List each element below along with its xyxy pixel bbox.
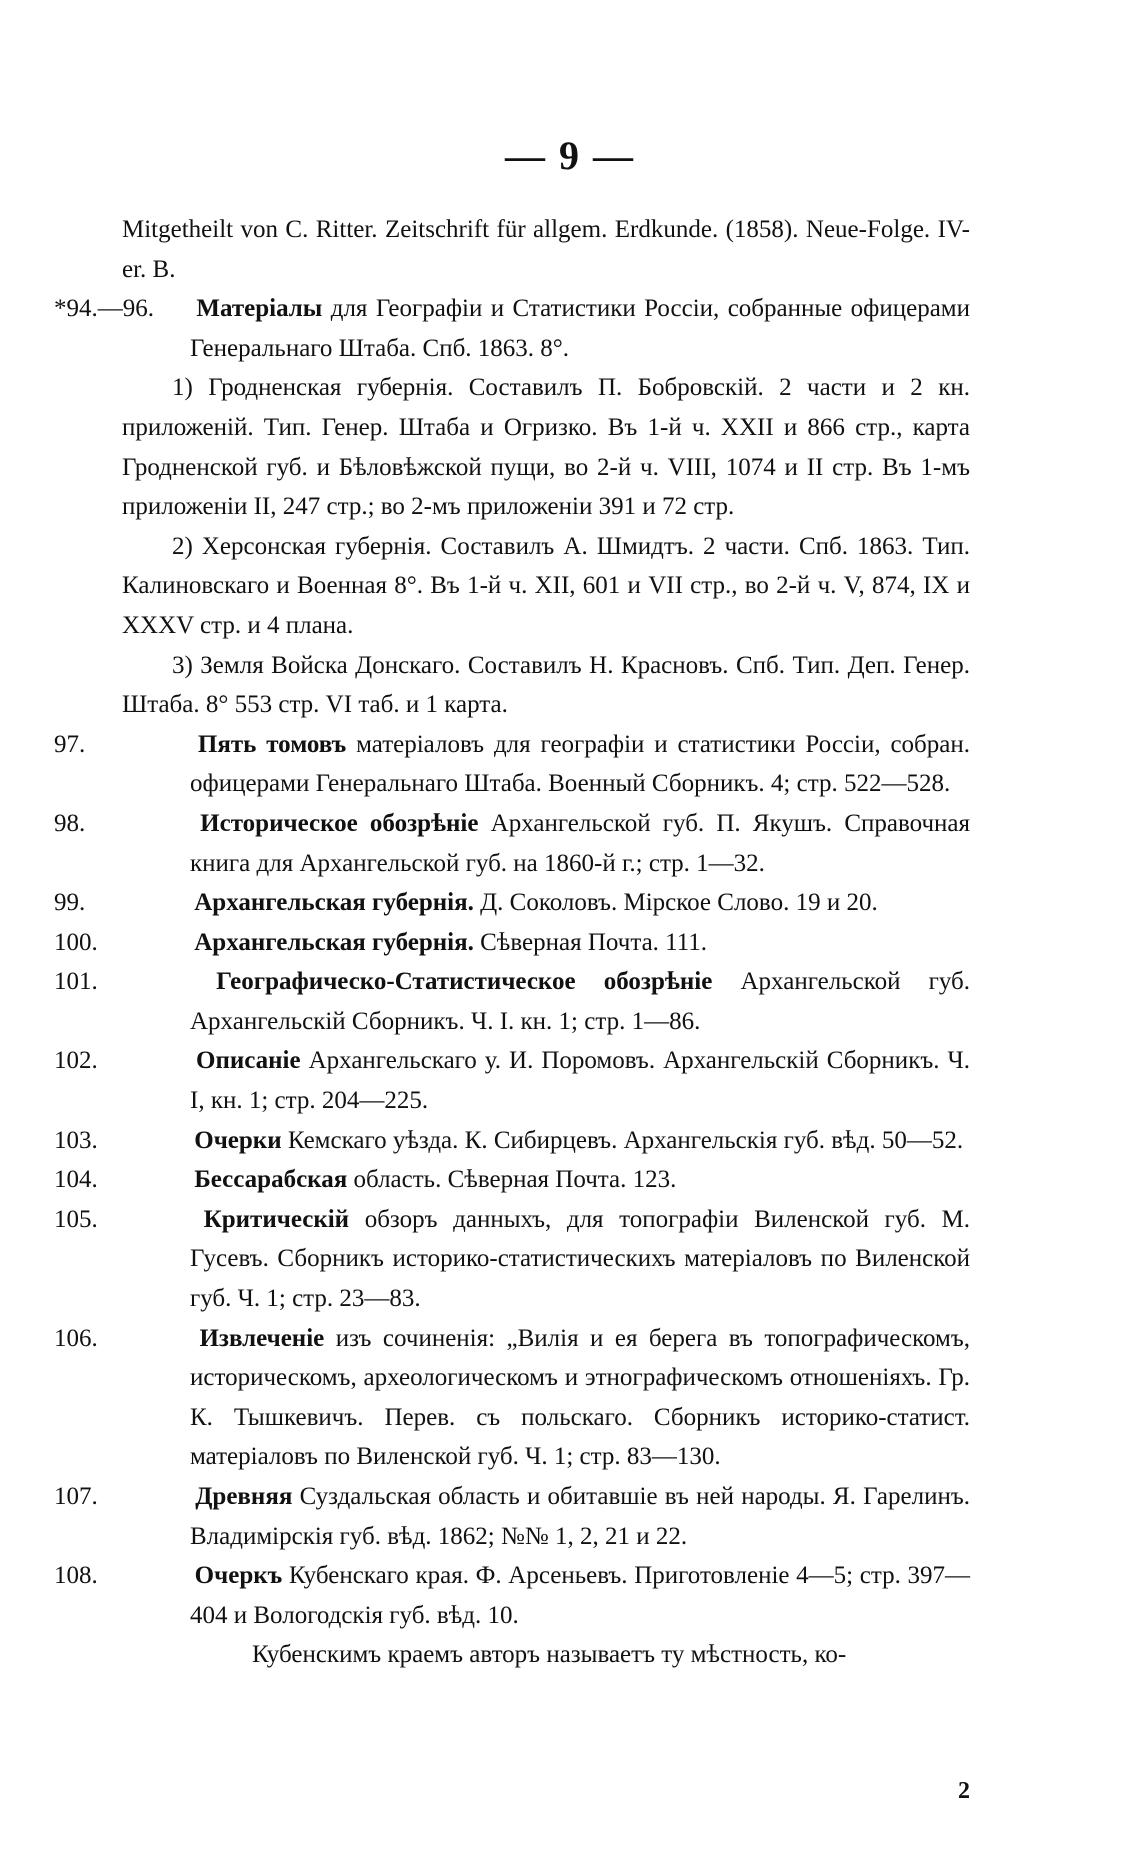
entry-text: Архангельской губ. П. Якушъ. Справочная книга для Архангельской губ. на 1860-й г.; стр. 1—32. xyxy=(190,809,971,877)
entry-text: 3) Земля Войска Донскаго. Составилъ Н. Красновъ. Спб. Тип. Деп. Генер. Штаба. 8° 553 стр. VI таб. и 1 карта. xyxy=(122,651,970,719)
entry-text: Архангельскаго у. И. Поромовъ. Архангельскій Сборникъ. Ч. I, кн. 1; стр. 204—225. xyxy=(190,1047,971,1115)
list-item xyxy=(54,1200,971,1319)
entry-number: 106. xyxy=(54,1324,98,1352)
entry-text: Кемскаго уѣзда. К. Сибирцевъ. Архангельскія губ. вѣд. 50—52. xyxy=(287,1126,964,1154)
list-item xyxy=(54,1121,970,1161)
entry-text: для Географіи и Статистики Россіи, собранные офицерами Генеральнаго Штаба. Спб. 1863. 8°. xyxy=(190,295,970,362)
entry-title: Географическо-Статистическое обозрѣніе xyxy=(216,968,713,996)
list-item xyxy=(54,289,970,368)
entry-number: 102. xyxy=(54,1047,98,1075)
entry-number: 99. xyxy=(54,889,86,917)
entry-number: *94.—96. xyxy=(54,295,154,323)
list-item xyxy=(54,962,970,1041)
entry-title: Очеркъ xyxy=(194,1562,283,1590)
entry-title: Пять томовъ xyxy=(197,730,347,758)
entry-text: Кубенскаго края. Ф. Арсеньевъ. Приготовленіе 4—5; стр. 397—404 и Вологодскія губ. вѣд. 10. xyxy=(190,1562,971,1629)
list-item xyxy=(54,1160,970,1200)
entry-text: Mitgetheilt von C. Ritter. Zeitschrift für allgem. Erdkunde. (1858). Neue-Folge. IV-er. B. xyxy=(122,216,970,283)
entry-text: изъ сочиненія: „Вилія и ея берега въ топографическомъ, историческомъ, археологическомъ и этнографическомъ отношеніяхъ. Гр. К. Тышкевичъ. Перев. съ польскаго. Сборникъ историко-статист. матеріаловъ по Виленской губ. Ч. 1; стр. 83—130. xyxy=(190,1324,971,1471)
list-item xyxy=(54,725,970,804)
list-item xyxy=(54,923,970,963)
entry-title: Критическій xyxy=(203,1205,350,1233)
entry-number: 108. xyxy=(54,1562,98,1590)
list-item xyxy=(122,646,970,725)
list-item xyxy=(122,368,970,526)
entry-text: Архангельской губ. Архангельскій Сборникъ. Ч. I. кн. 1; стр. 1—86. xyxy=(190,968,970,1035)
entry-text: 1) Гродненская губернія. Составилъ П. Бобровскій. 2 части и 2 кн. приложеній. Тип. Генер. Штаба и Огризко. Въ 1-й ч. XXII и 866 стр., карта Гродненской губ. и Бѣловѣжской пущи, во 2-й ч. VIII, 1074 и II стр. Въ 1-мъ приложеніи II, 247 стр.; во 2-мъ приложеніи 391 и 72 стр. xyxy=(122,374,970,521)
entry-number: 104. xyxy=(54,1166,98,1194)
entry-number: 100. xyxy=(54,928,98,956)
entry-text: 2) Херсонская губернія. Составилъ А. Шмидтъ. 2 части. Спб. 1863. Тип. Калиновскаго и Военная 8°. Въ 1-й ч. XII, 601 и VII стр., во 2-й ч. V, 874, IX и XXXV стр. и 4 плана. xyxy=(122,532,970,639)
list-item xyxy=(54,883,970,923)
list-item xyxy=(122,210,970,289)
entry-text: обзоръ данныхъ, для топографіи Виленской губ. М. Гусевъ. Сборникъ историко-статистическихъ матеріаловъ по Виленской губ. Ч. 1; стр. 23—83. xyxy=(190,1205,971,1313)
page-number: — 9 — xyxy=(505,133,635,178)
entry-title: Архангельская губернія. xyxy=(194,889,474,917)
entry-number: 98. xyxy=(54,809,86,837)
entry-number: 105. xyxy=(54,1205,98,1233)
bibliography-list xyxy=(54,210,971,1675)
entry-title: Архангельская губернія. xyxy=(194,928,474,956)
entry-number: 101. xyxy=(54,968,98,996)
entry-text: Суздальская область и обитавшіе въ ней народы. Я. Гарелинъ. Владимірскія губ. вѣд. 1862; №№ 1, 2, 21 и 22. xyxy=(190,1483,971,1550)
list-item xyxy=(122,1635,970,1675)
entry-title: Извлеченіе xyxy=(199,1324,325,1352)
entry-text: Сѣверная Почта. 111. xyxy=(480,928,708,956)
list-item xyxy=(54,1556,971,1635)
entry-title: Очерки xyxy=(194,1126,282,1154)
entry-text: область. Сѣверная Почта. 123. xyxy=(353,1166,677,1194)
list-item xyxy=(54,804,971,883)
list-item xyxy=(122,527,970,646)
list-item xyxy=(54,1319,971,1477)
entry-number: 97. xyxy=(54,730,86,758)
entry-text: Кубенскимъ краемъ авторъ называетъ ту мѣстность, ко- xyxy=(252,1641,847,1669)
entry-title: Матеріалы xyxy=(196,295,323,323)
entry-text: матеріаловъ для географіи и статистики Россіи, собран. офицерами Генеральнаго Штаба. Военный Сборникъ. 4; стр. 522—528. xyxy=(190,730,970,798)
entry-title: Бессарабская xyxy=(194,1166,348,1194)
list-item xyxy=(54,1041,971,1120)
entry-text: Д. Соколовъ. Мірское Слово. 19 и 20. xyxy=(480,889,878,917)
entry-title: Описаніе xyxy=(196,1047,301,1075)
list-item xyxy=(54,1477,971,1556)
signature-mark: 2 xyxy=(958,1778,970,1804)
entry-title: Древняя xyxy=(195,1483,293,1510)
entry-number: 103. xyxy=(54,1126,98,1154)
entry-number: 107. xyxy=(54,1483,98,1510)
entry-title: Историческое обозрѣніе xyxy=(200,809,479,837)
